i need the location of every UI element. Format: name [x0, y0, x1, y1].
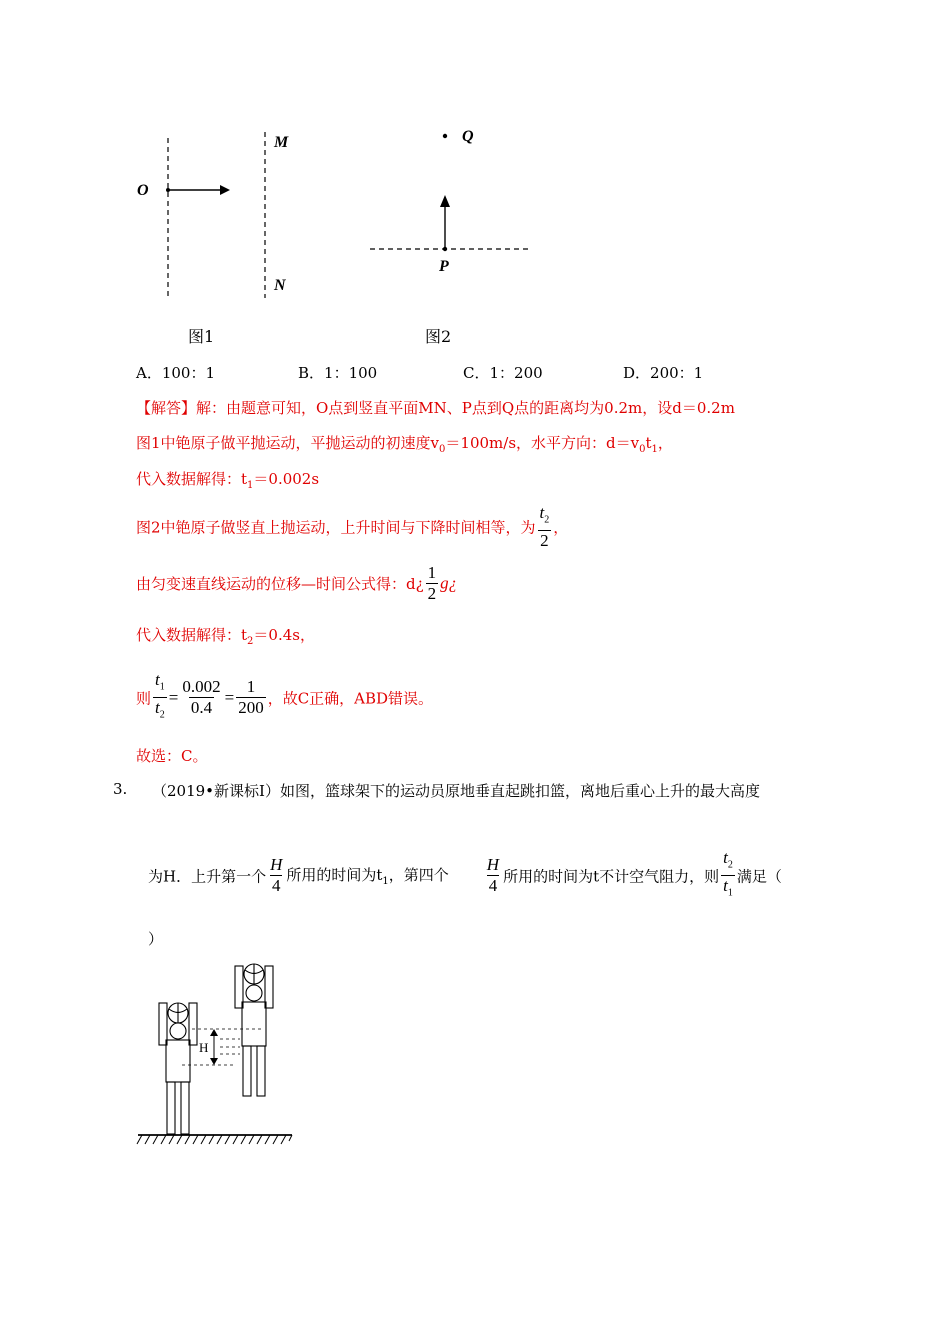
- person-jumping: [235, 964, 273, 1096]
- label-H: H: [199, 1040, 209, 1055]
- head-icon: [170, 1023, 186, 1039]
- label-O: O: [137, 182, 149, 199]
- figure-1: [120, 120, 320, 310]
- solution-line-8: 故选：C。: [136, 747, 208, 765]
- solution-line-5: 由匀变速直线运动的位移—时间公式得：d¿ $\frac{1}{2}$ g¿: [136, 563, 458, 603]
- option-d: D．200：1: [623, 364, 704, 382]
- option-a: A．100：1: [136, 364, 216, 382]
- question-3-line-1: （2019•新课标Ⅰ）如图，篮球架下的运动员原地垂直起跳扣篮，离地后重心上升的最大高度: [152, 782, 760, 800]
- fraction-H-over-4-first: $\frac{H}{4}$: [270, 855, 283, 896]
- fraction-one-half: $\frac{1}{2}$: [427, 563, 437, 603]
- label-N: N: [274, 277, 286, 294]
- fraction-t2-over-t1: $\frac{t_2}{t_1}$: [721, 848, 735, 904]
- solution-line-7: 则 $\frac{t_1}{t_2}$ = $\frac{0.002}{0.4}$ = $\frac{1}{200}$ ，故C正确，ABD错误。: [136, 670, 433, 726]
- ground: [137, 1135, 292, 1144]
- figure-1-caption: 图1: [188, 327, 215, 346]
- fraction-t1-over-t2: $\frac{t_1}{t_2}$: [153, 670, 167, 726]
- head-icon: [246, 985, 262, 1001]
- fraction-1-over-200: $\frac{1}{200}$: [238, 677, 264, 718]
- option-b: B．1：100: [298, 364, 378, 382]
- fraction-H-over-4-fourth: $\frac{H}{4}$: [486, 855, 500, 896]
- solution-line-4: 图2中铯原子做竖直上抛运动，上升时间与下降时间相等，为 $\frac{t_2}{2}$ ，: [136, 503, 569, 551]
- label-Q: Q: [462, 128, 474, 145]
- solution-line-2: 图1中铯原子做平抛运动，平抛运动的初速度$v_0=100m/s$，水平方向：$d=v_0t_1$，: [136, 434, 673, 455]
- basketball-jump-figure: [136, 960, 296, 1150]
- option-c: C．1：200: [463, 364, 543, 382]
- question-3-number: 3.: [113, 780, 128, 798]
- arrow-down-icon: [210, 1058, 218, 1065]
- person-standing: [159, 1003, 197, 1134]
- point-P: [443, 247, 447, 251]
- solution-line-6: 代入数据解得：$t_2=0.4s$，: [136, 626, 315, 647]
- solution-line-1: 【解答】解：由题意可知，O点到竖直平面MN、P点到Q点的距离均为0.2m，设d＝0.2m: [136, 399, 735, 417]
- figure-2: [360, 115, 540, 285]
- height-dashes: [182, 1029, 264, 1065]
- label-P: P: [439, 258, 449, 275]
- arrow-up-icon: [210, 1029, 218, 1036]
- point-Q: [443, 134, 447, 138]
- figure-2-caption: 图2: [425, 327, 452, 346]
- solution-line-3: 代入数据解得：$t_1=0.002s$: [136, 470, 320, 491]
- arrow-head-up-icon: [440, 195, 450, 207]
- fraction-0002-over-04: $\frac{0.002}{0.4}$: [182, 677, 221, 718]
- fraction-t2-over-2: $\frac{t_2}{2}$: [539, 503, 550, 551]
- label-M: M: [274, 134, 289, 151]
- question-3-line-2: 为H．上升第一个 $\frac{H}{4}$ 所用的时间为$t_1$，第四个 $\frac{H}{4}$ 所用的时间为t不计空气阻力，则 $\frac{t_2}{t_1}$ 满足（: [148, 848, 782, 904]
- arrow-head-icon: [220, 185, 230, 195]
- question-3-line-3: ）: [148, 930, 164, 948]
